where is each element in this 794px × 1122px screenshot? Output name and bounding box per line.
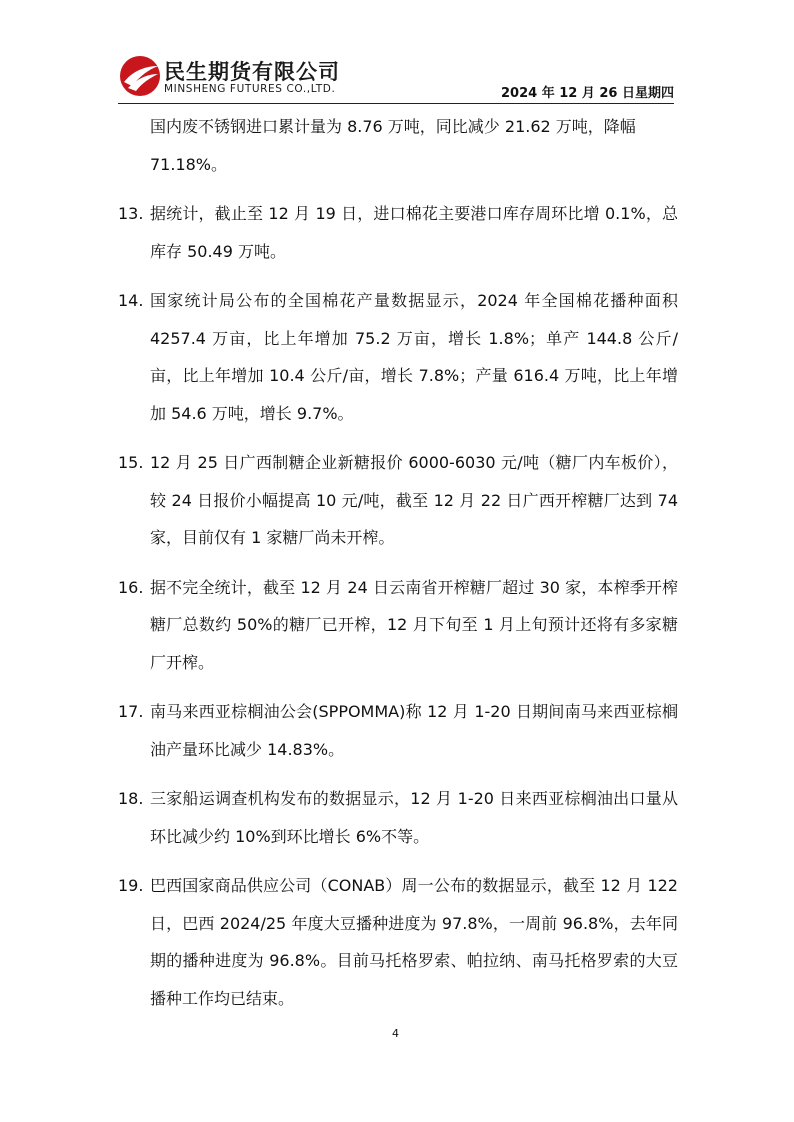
- item-number: 16.: [118, 577, 144, 597]
- item-number: 17.: [118, 702, 144, 721]
- report-date: 2024 年 12 月 26 日星期四: [501, 86, 674, 101]
- list-item-19: [118, 867, 678, 1017]
- company-name-en: MINSHENG FUTURES CO.,LTD.: [164, 83, 336, 95]
- page-number: 4: [392, 1027, 399, 1040]
- item-text: 南马来西亚棕榈油公会(SPPOMMA)称 12 月 1-20 日期间南马来西亚棕榈油产量环比减少 14.83%。: [150, 702, 678, 759]
- list-item-18: [118, 780, 678, 855]
- item-text: 据不完全统计，截至 12 月 24 日云南省开榨糖厂超过 30 家，本榨季开榨糖厂总数约 50%的糖厂已开榨，12 月下旬至 1 月上旬预计还将有多家糖厂开榨。: [150, 577, 678, 672]
- header-divider: [118, 103, 674, 104]
- item-number: 13.: [118, 204, 144, 223]
- list-item-17: [118, 693, 678, 768]
- item-text: 三家船运调查机构发布的数据显示，12 月 1-20 日来西亚棕榈油出口量从环比减少约 10%到环比增长 6%不等。: [150, 789, 678, 846]
- item-number: 18.: [118, 789, 144, 808]
- company-name-cn: 民生期货有限公司: [164, 60, 340, 84]
- item-number: 19.: [118, 876, 144, 895]
- item-number: 15.: [118, 453, 144, 472]
- list-item-14: [118, 282, 678, 432]
- item-text: 12 月 25 日广西制糖企业新糖报价 6000-6030 元/吨（糖厂内车板价），较 24 日报价小幅提高 10 元/吨，截至 12 月 22 日广西开榨糖厂达到 74 家，目前仅有 1 家糖厂尚未开榨。: [150, 453, 678, 547]
- continuation-paragraph: 国内废不锈钢进口累计量为 8.76 万吨，同比减少 21.62 万吨，降幅 71.18%。: [150, 117, 636, 174]
- minsheng-logo-icon: [118, 54, 162, 98]
- document-body: [118, 108, 678, 1029]
- item-text: 据统计，截止至 12 月 19 日，进口棉花主要港口库存周环比增 0.1%，总库存 50.49 万吨。: [150, 204, 678, 261]
- list-item-16: [118, 569, 678, 682]
- list-item-15: [118, 444, 678, 557]
- page-header: [118, 50, 674, 102]
- item-text: 巴西国家商品供应公司（CONAB）周一公布的数据显示，截至 12 月 122 日，巴西 2024/25 年度大豆播种进度为 97.8%，一周前 96.8%，去年同期的播种进度为 96.8%。目前马托格罗索、帕拉纳、南马托格罗索的大豆播种工作均已结束。: [150, 876, 678, 1008]
- item-text: 国家统计局公布的全国棉花产量数据显示，2024 年全国棉花播种面积 4257.4 万亩，比上年增加 75.2 万亩，增长 1.8%；单产 144.8 公斤/亩，比上年增加 10.4 公斤/亩，增长 7.8%；产量 616.4 万吨，比上年增加 54.6 万吨，增长 9.7%。: [150, 291, 678, 423]
- list-item-13: [118, 195, 678, 270]
- item-number: 14.: [118, 291, 144, 310]
